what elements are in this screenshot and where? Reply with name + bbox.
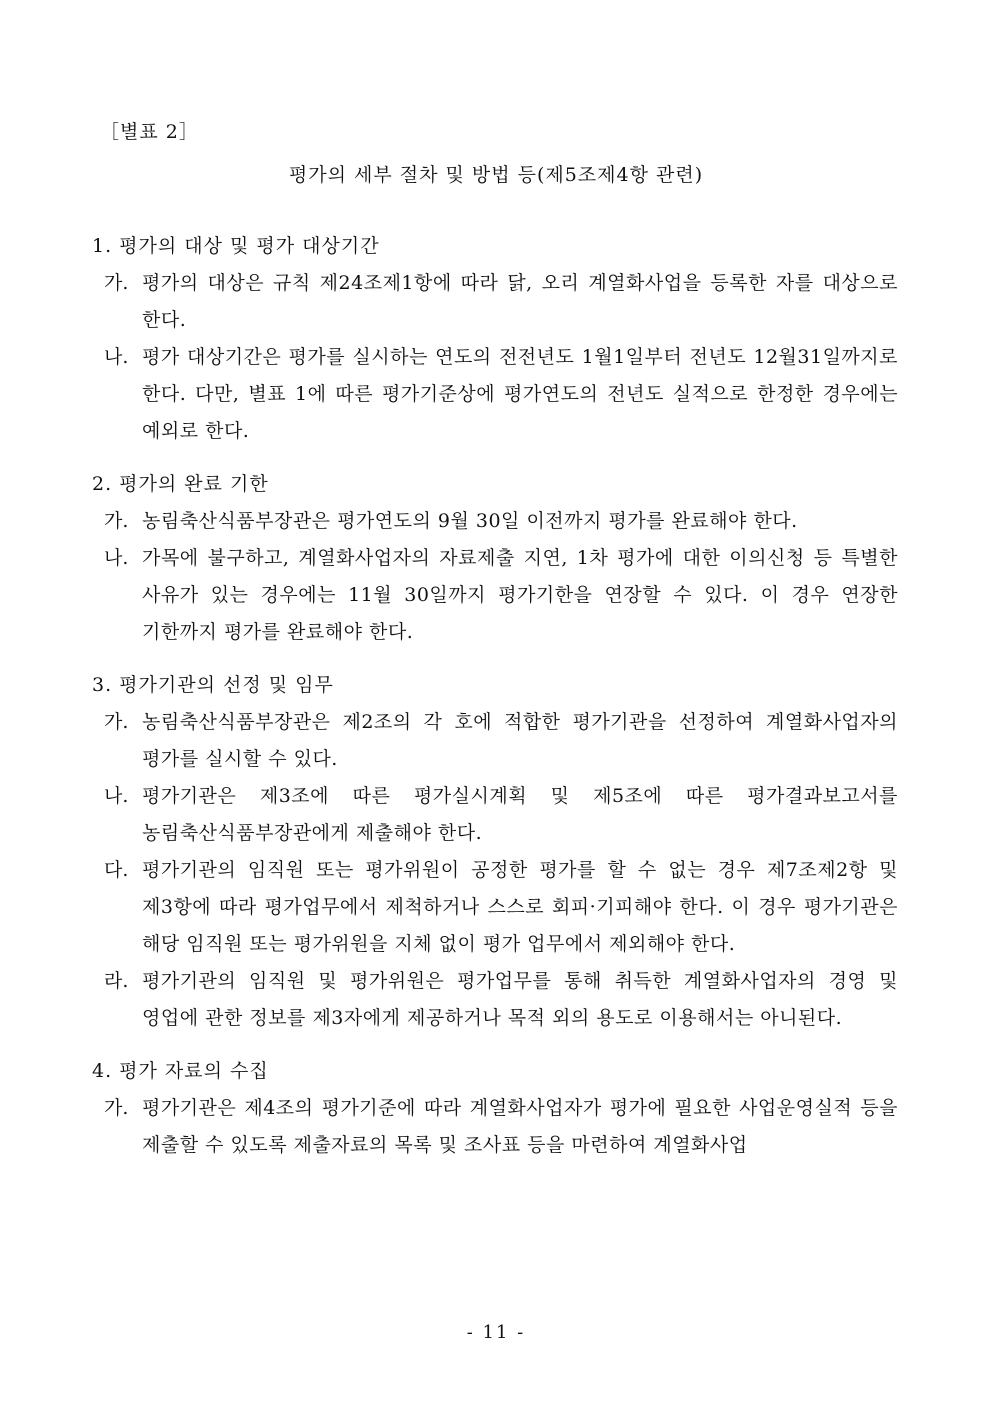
list-item — [92, 778, 898, 852]
list-item — [92, 1090, 898, 1164]
item-marker: 가. — [104, 711, 129, 733]
item-marker: 나. — [104, 785, 129, 807]
item-text: 평가기관은 제4조의 평가기준에 따라 계열화사업자가 평가에 필요한 사업운영실적 등을 제출할 수 있도록 제출자료의 목록 및 조사표 등을 마련하여 계열화사업 — [142, 1097, 898, 1156]
section-4 — [92, 1053, 898, 1164]
section-heading: 2. 평가의 완료 기한 — [92, 473, 269, 495]
item-text: 평가의 대상은 규칙 제24조제1항에 따라 닭, 오리 계열화사업을 등록한 자를 대상으로 한다. — [142, 272, 898, 331]
list-item — [92, 503, 898, 540]
document-title: 평가의 세부 절차 및 방법 등(제5조제4항 관련) — [288, 164, 704, 186]
appendix-label: ［별표 2］ — [100, 121, 199, 143]
item-text: 평가기관은 제3조에 따른 평가실시계획 및 제5조에 따른 평가결과보고서를 농림축산식품부장관에게 제출해야 한다. — [142, 785, 898, 844]
item-marker: 가. — [104, 1097, 129, 1119]
section-heading: 3. 평가기관의 선정 및 임무 — [92, 674, 334, 696]
item-marker: 나. — [104, 346, 129, 368]
item-marker: 나. — [104, 547, 129, 569]
section-3 — [92, 667, 898, 1037]
item-marker: 다. — [104, 859, 129, 881]
list-item — [92, 265, 898, 339]
list-item — [92, 704, 898, 778]
item-marker: 가. — [104, 510, 129, 532]
list-item — [92, 339, 898, 450]
item-marker: 가. — [104, 272, 129, 294]
list-item — [92, 852, 898, 963]
list-item — [92, 540, 898, 651]
list-item — [92, 963, 898, 1037]
section-heading: 4. 평가 자료의 수집 — [92, 1060, 269, 1082]
page-number: - 11 - — [466, 1322, 526, 1343]
item-text: 농림축산식품부장관은 평가연도의 9월 30일 이전까지 평가를 완료해야 한다. — [142, 510, 798, 532]
item-marker: 라. — [104, 970, 129, 992]
item-text: 가목에 불구하고, 계열화사업자의 자료제출 지연, 1차 평가에 대한 이의신청 등 특별한 사유가 있는 경우에는 11월 30일까지 평가기한을 연장할 수 있다. 이 경우 연장한 기한까지 평가를 완료해야 한다. — [142, 547, 898, 643]
document-body — [92, 228, 898, 1180]
section-2 — [92, 466, 898, 651]
section-1 — [92, 228, 898, 450]
item-text: 평가 대상기간은 평가를 실시하는 연도의 전전년도 1월1일부터 전년도 12월31일까지로 한다. 다만, 별표 1에 따른 평가기준상에 평가연도의 전년도 실적으로 한정한 경우에는 예외로 한다. — [142, 346, 898, 442]
section-heading: 1. 평가의 대상 및 평가 대상기간 — [92, 235, 380, 257]
item-text: 평가기관의 임직원 또는 평가위원이 공정한 평가를 할 수 없는 경우 제7조제2항 및 제3항에 따라 평가업무에서 제척하거나 스스로 회피·기피해야 한다. 이 경우 평가기관은 해당 임직원 또는 평가위원을 지체 없이 평가 업무에서 제외해야 한다. — [142, 859, 898, 955]
item-text: 평가기관의 임직원 및 평가위원은 평가업무를 통해 취득한 계열화사업자의 경영 및 영업에 관한 정보를 제3자에게 제공하거나 목적 외의 용도로 이용해서는 아니된다. — [142, 970, 898, 1029]
item-text: 농림축산식품부장관은 제2조의 각 호에 적합한 평가기관을 선정하여 계열화사업자의 평가를 실시할 수 있다. — [142, 711, 898, 770]
